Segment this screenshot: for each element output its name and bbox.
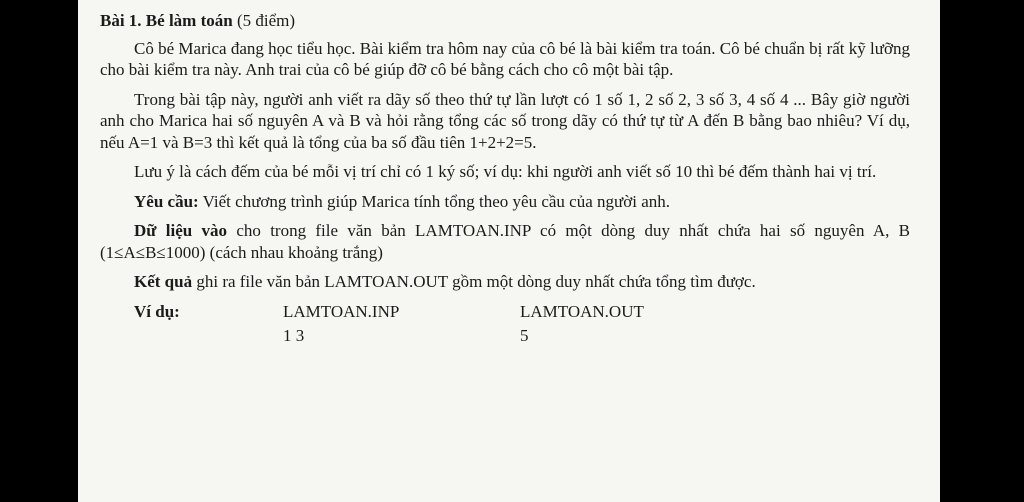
- input-label: Dữ liệu vào: [134, 221, 228, 240]
- paragraph-requirement: [100, 191, 910, 213]
- requirement-text: Viết chương trình giúp Marica tính tổng theo yêu cầu của người anh.: [198, 191, 670, 211]
- output-label: Kết quả: [134, 272, 193, 291]
- paragraph-output: [100, 271, 910, 293]
- input-text: cho trong file văn bản LAMTOAN.INP có một dòng duy nhất chứa hai số nguyên A, B (1≤A≤B≤1000) (cách nhau khoảng trắng): [100, 221, 910, 262]
- problem-statement: [100, 10, 910, 351]
- paragraph-intro: Cô bé Marica đang học tiểu học. Bài kiểm tra hôm nay của cô bé là bài kiểm tra toán. Cô bé chuẩn bị rất kỹ lưỡng cho bài kiểm tra này. Anh trai của cô bé giúp đỡ cô bé bằng cách cho cô một bài tập.: [100, 38, 910, 79]
- problem-points: (5 điểm): [232, 11, 296, 30]
- example-output-filename: LAMTOAN.OUT: [520, 301, 644, 321]
- example-input-column: [283, 301, 399, 347]
- example-output-column: [520, 301, 644, 347]
- example-input-value: 1 3: [283, 326, 305, 345]
- problem-title: [100, 10, 910, 32]
- requirement-label: Yêu cầu:: [134, 191, 199, 211]
- paragraph-note: Lưu ý là cách đếm của bé mỗi vị trí chỉ có 1 ký số; ví dụ: khi người anh viết số 10 thì bé đếm thành hai vị trí.: [134, 162, 877, 181]
- document-page: [78, 0, 940, 502]
- example-block: [100, 301, 910, 351]
- paragraph-sequence: Trong bài tập này, người anh viết ra dãy số theo thứ tự lần lượt có 1 số 1, 2 số 2, 3 số 3, 4 số 4 ... Bây giờ người anh cho Marica hai số nguyên A và B và hỏi rằng tổng các số trong dãy có thứ tự từ A đến B bằng bao nhiêu? Ví dụ, nếu A=1 và B=3 thì kết quả là tổng của ba số đầu tiên 1+2+2=5.: [100, 89, 910, 152]
- output-text: ghi ra file văn bản LAMTOAN.OUT gồm một dòng duy nhất chứa tổng tìm được.: [192, 272, 756, 291]
- paragraph-input: [100, 220, 910, 263]
- example-label: Ví dụ:: [134, 301, 180, 321]
- example-output-value: 5: [520, 326, 529, 345]
- example-input-filename: LAMTOAN.INP: [283, 301, 400, 321]
- problem-title-bold: Bài 1. Bé làm toán: [100, 11, 233, 30]
